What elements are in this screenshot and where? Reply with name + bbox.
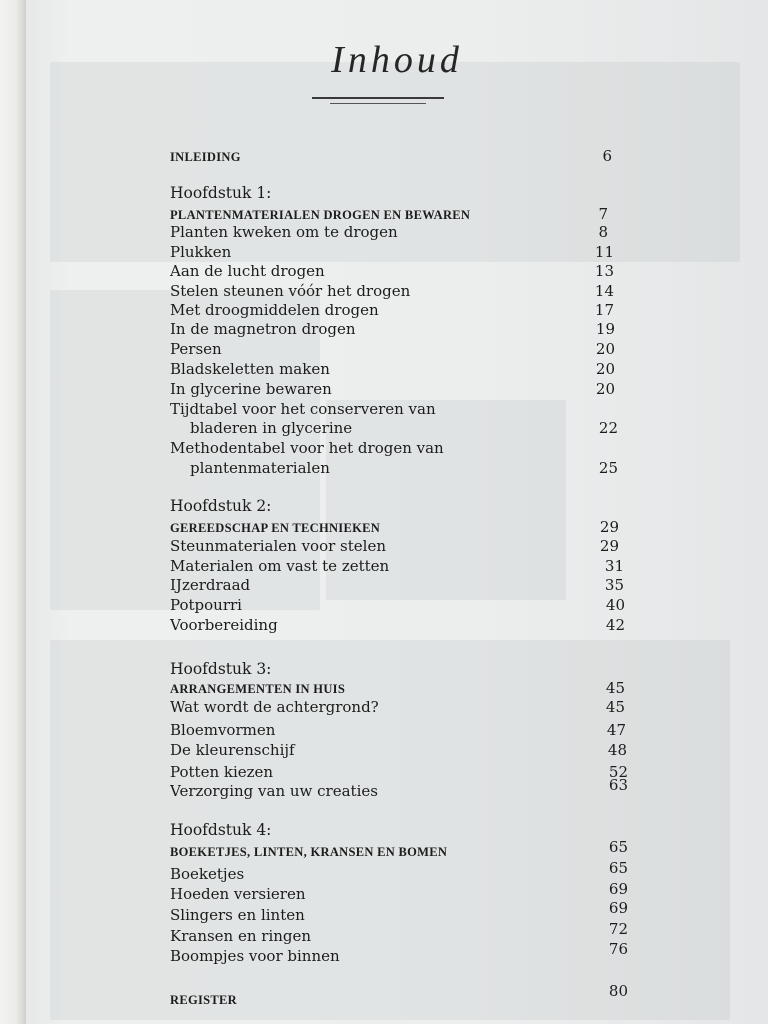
toc-entry-continued	[170, 458, 618, 478]
toc-label: Potten kiezen	[170, 763, 274, 781]
chapter-title	[170, 678, 625, 698]
toc-label: Hoofdstuk 2:	[170, 497, 272, 515]
toc-label: Verzorging van uw creaties	[170, 782, 378, 800]
toc-label: Bloemvormen	[170, 721, 276, 739]
show-through-block	[50, 640, 730, 1020]
toc-entry	[170, 300, 614, 320]
toc-label: BOEKETJES, LINTEN, KRANSEN EN BOMEN	[170, 845, 448, 859]
toc-page-number: 7	[598, 205, 608, 223]
toc-label: Hoofdstuk 1:	[170, 184, 272, 202]
toc-entry	[170, 575, 624, 595]
toc-label: Methodentabel voor het drogen van	[170, 439, 444, 457]
page-title: Inhoud	[331, 39, 463, 81]
toc-entry	[170, 740, 627, 760]
toc-page-number: 65	[608, 859, 628, 877]
toc-page-number: 45	[605, 679, 625, 697]
title-rule-upper	[312, 97, 444, 99]
toc-entry	[170, 359, 615, 379]
toc-page-number: 42	[605, 616, 625, 634]
toc-page-number: 45	[605, 698, 625, 716]
toc-page-number: 25	[598, 459, 618, 477]
toc-entry	[170, 859, 628, 884]
toc-page-number: 11	[594, 243, 614, 261]
toc-entry	[170, 697, 625, 717]
toc-label: INLEIDING	[170, 150, 241, 164]
toc-label: Hoofdstuk 3:	[170, 660, 272, 678]
toc-page-number: 65	[608, 838, 628, 856]
toc-entry	[170, 720, 626, 740]
toc-label: Voorbereiding	[170, 616, 278, 634]
toc-entry	[170, 899, 628, 925]
toc-label: GEREEDSCHAP EN TECHNIEKEN	[170, 521, 381, 535]
toc-entry	[170, 940, 628, 966]
toc-label: Hoofdstuk 4:	[170, 821, 272, 839]
toc-page-number: 20	[595, 380, 615, 398]
toc-entry	[170, 146, 612, 166]
toc-label: bladeren in glycerine	[190, 419, 353, 437]
toc-label: PLANTENMATERIALEN DROGEN EN BEWAREN	[170, 208, 471, 222]
toc-page-number: 72	[608, 920, 628, 938]
toc-label: Stelen steunen vóór het drogen	[170, 282, 411, 300]
chapter-heading	[170, 183, 271, 203]
toc-label: Wat wordt de achtergrond?	[170, 698, 379, 716]
toc-page-number: 20	[595, 360, 615, 378]
toc-entry	[170, 281, 614, 301]
toc-page-number: 69	[608, 880, 628, 898]
toc-entry	[170, 556, 624, 576]
toc-label: Planten kweken om te drogen	[170, 223, 398, 241]
toc-entry	[170, 261, 614, 281]
toc-label: In de magnetron drogen	[170, 320, 356, 338]
toc-label: Boompjes voor binnen	[170, 947, 340, 965]
toc-label: Plukken	[170, 243, 232, 261]
toc-page-number: 22	[598, 419, 618, 437]
toc-label: De kleurenschijf	[170, 741, 295, 759]
toc-entry	[170, 379, 615, 399]
toc-label: Kransen en ringen	[170, 927, 312, 945]
toc-page-number: 17	[594, 301, 614, 319]
toc-page-number: 76	[608, 940, 628, 958]
toc-entry	[170, 982, 628, 1009]
chapter-title	[170, 204, 608, 224]
toc-label: Potpourri	[170, 596, 242, 614]
toc-page-number: 47	[606, 721, 626, 739]
toc-entry	[170, 319, 615, 339]
chapter-heading	[170, 659, 271, 679]
toc-entry	[170, 762, 628, 782]
toc-entry	[170, 880, 628, 904]
toc-entry	[170, 222, 608, 242]
toc-page-number: 6	[602, 147, 612, 165]
chapter-title	[170, 517, 619, 537]
toc-page-number: 20	[595, 340, 615, 358]
title-rule-lower	[330, 103, 426, 104]
book-page	[26, 0, 768, 1024]
toc-label: REGISTER	[170, 993, 238, 1007]
toc-label: Aan de lucht drogen	[170, 262, 325, 280]
toc-page-number: 63	[608, 776, 628, 794]
toc-page-number: 48	[607, 741, 627, 759]
toc-page-number: 19	[595, 320, 615, 338]
toc-entry	[170, 536, 619, 556]
toc-entry	[170, 438, 444, 458]
toc-label: Slingers en linten	[170, 906, 305, 924]
chapter-heading	[170, 496, 271, 516]
toc-page-number: 14	[594, 282, 614, 300]
toc-label: Hoeden versieren	[170, 885, 306, 903]
toc-entry-continued	[170, 418, 618, 438]
toc-entry	[170, 776, 628, 801]
toc-page-number: 69	[608, 899, 628, 917]
toc-entry	[170, 920, 628, 946]
toc-page-number: 40	[605, 596, 625, 614]
toc-entry	[170, 339, 615, 359]
chapter-title	[170, 838, 628, 861]
toc-entry	[170, 242, 614, 262]
toc-label: Persen	[170, 340, 222, 358]
book-spine	[0, 0, 26, 1024]
toc-entry	[170, 399, 436, 419]
toc-page-number: 52	[608, 763, 628, 781]
toc-page-number: 80	[608, 982, 628, 1000]
toc-label: Boeketjes	[170, 865, 245, 883]
toc-label: In glycerine bewaren	[170, 380, 332, 398]
toc-page-number: 29	[599, 537, 619, 555]
toc-page-number: 13	[594, 262, 614, 280]
toc-label: ARRANGEMENTEN IN HUIS	[170, 682, 346, 696]
toc-entry	[170, 595, 625, 615]
toc-label: IJzerdraad	[170, 576, 251, 594]
chapter-heading	[170, 820, 271, 840]
toc-label: Bladskeletten maken	[170, 360, 330, 378]
toc-label: Steunmaterialen voor stelen	[170, 537, 386, 555]
toc-entry	[170, 615, 625, 635]
toc-page-number: 29	[599, 518, 619, 536]
toc-page-number: 31	[604, 557, 624, 575]
toc-label: Materialen om vast te zetten	[170, 557, 390, 575]
toc-label: plantenmaterialen	[190, 459, 330, 477]
toc-page-number: 8	[598, 223, 608, 241]
toc-label: Tijdtabel voor het conserveren van	[170, 400, 436, 418]
toc-label: Met droogmiddelen drogen	[170, 301, 379, 319]
toc-page-number: 35	[604, 576, 624, 594]
